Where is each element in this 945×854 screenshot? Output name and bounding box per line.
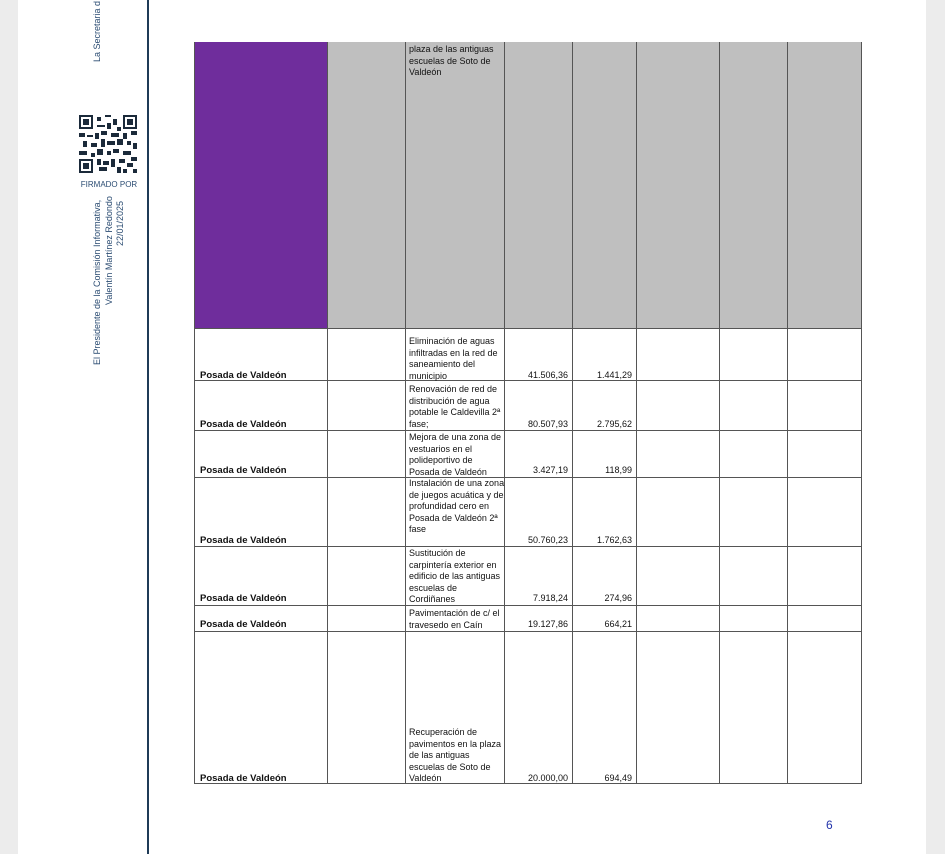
- row-municipio: Posada de Valdeón: [200, 465, 287, 476]
- top-row-description: plaza de las antiguas escuelas de Soto de Valdeón: [409, 44, 494, 77]
- row-importe: 19.127,86: [527, 619, 568, 629]
- row-municipio: Posada de Valdeón: [200, 593, 287, 604]
- row-municipio: Posada de Valdeón: [200, 419, 287, 430]
- row-municipio: Posada de Valdeón: [200, 619, 287, 630]
- signer-name: Valentín Martínez Redondo: [104, 196, 114, 305]
- row-cuota: 694,49: [604, 773, 632, 783]
- purple-cell: [194, 42, 327, 328]
- row-importe: 3.427,19: [532, 465, 568, 475]
- row-importe: 80.507,93: [527, 419, 568, 429]
- gray-cell: [405, 42, 504, 328]
- row-cuota: 118,99: [605, 465, 632, 475]
- data-table: [194, 42, 862, 784]
- qr-code-icon: [79, 115, 137, 173]
- row-description: Instalación de una zona de juegos acuática y de profundidad cero en Posada de Valdeón 2ª fase: [409, 478, 505, 534]
- row-importe: 20.000,00: [527, 773, 568, 783]
- gray-cell: [504, 42, 862, 328]
- margin-divider: [147, 0, 149, 854]
- row-description: Recuperación de pavimentos en la plaza de las antiguas escuelas de Soto de Valdeón: [409, 727, 502, 783]
- row-description: Eliminación de aguas infiltradas en la red de saneamiento del municipio: [409, 336, 498, 381]
- row-municipio: Posada de Valdeón: [200, 535, 287, 546]
- row-description: Pavimentación de c/ el travesedo en Caín: [409, 608, 500, 630]
- row-description: Sustitución de carpintería exterior en edificio de las antiguas escuelas de Cordiñanes: [409, 548, 501, 604]
- row-importe: 50.760,23: [527, 535, 568, 545]
- row-municipio: Posada de Valdeón: [200, 370, 287, 381]
- signer-title: El Presidente de la Comisión Informativa,: [92, 199, 102, 365]
- row-description: Mejora de una zona de vestuarios en el polideportivo de Posada de Valdeón: [409, 432, 502, 477]
- row-importe: 7.918,24: [532, 593, 568, 603]
- row-cuota: 274,96: [604, 593, 632, 603]
- secretaria-stamp: La Secretaria d: [92, 0, 102, 62]
- row-importe: 41.506,36: [527, 370, 568, 380]
- row-cuota: 1.441,29: [596, 370, 632, 380]
- signer-date: 22/01/2025: [115, 200, 125, 246]
- row-municipio: Posada de Valdeón: [200, 773, 287, 784]
- gray-cell: [327, 42, 405, 328]
- row-cuota: 1.762,63: [596, 535, 632, 545]
- row-description: Renovación de red de distribución de agua potable le Caldevilla 2ª fase;: [409, 384, 501, 429]
- firmado-label: FIRMADO POR: [80, 180, 138, 189]
- page-number: 6: [826, 818, 833, 832]
- row-cuota: 2.795,62: [596, 419, 632, 429]
- row-cuota: 664,21: [604, 619, 632, 629]
